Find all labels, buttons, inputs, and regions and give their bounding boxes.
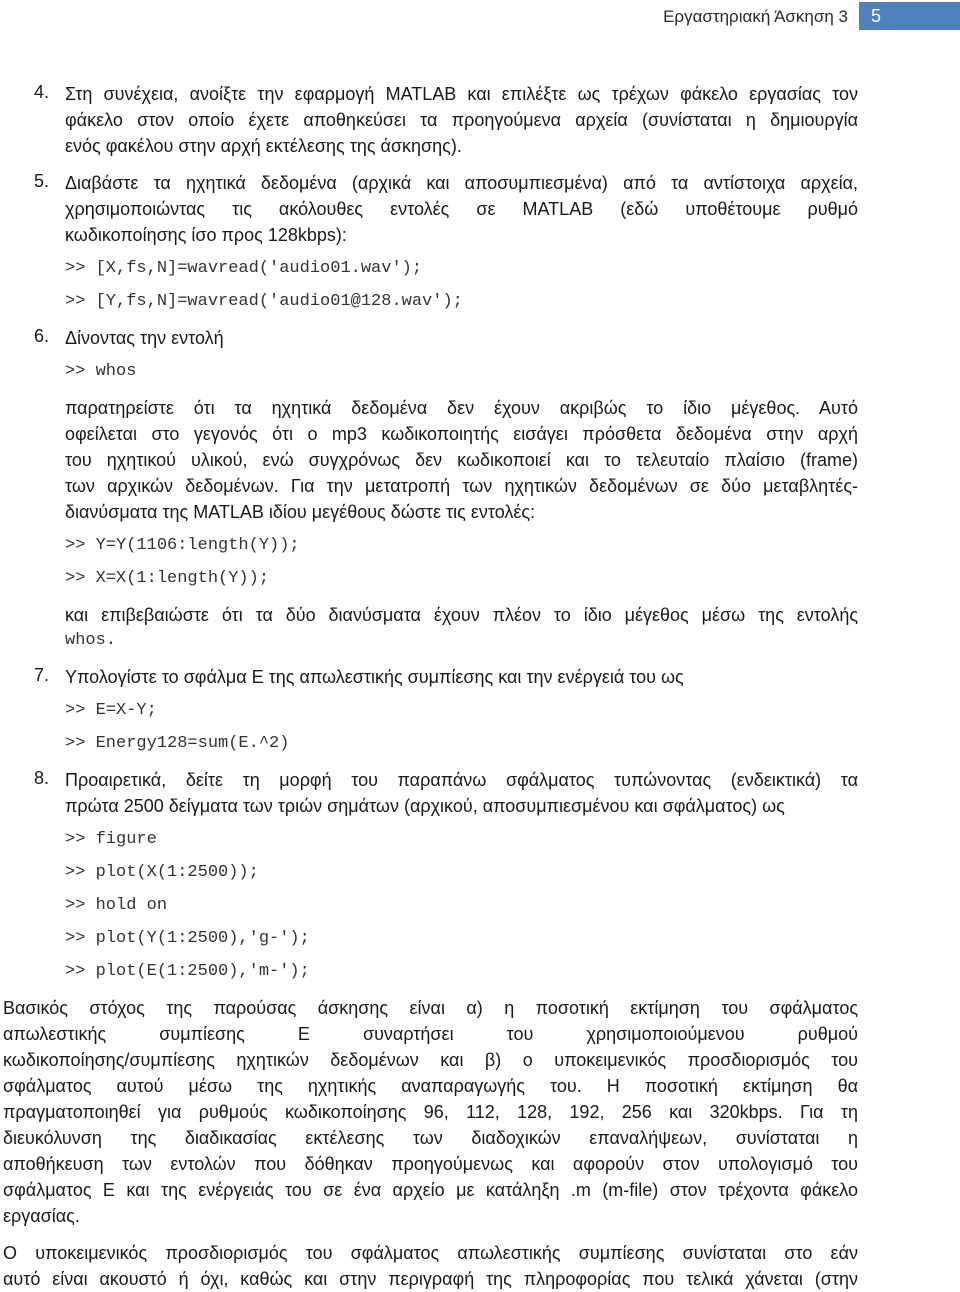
page-header [0, 0, 960, 34]
para-1-line-5: πραγματοποιηθεί για ρυθμούς κωδικοποίησης 96, 112, 128, 192, 256 και 320kbps. Για τη [3, 1102, 858, 1122]
item-8-line-2: πρώτα 2500 δείγματα των τριών σημάτων (αρχικού, αποσυμπιεσμένου και σφάλματος) ως [65, 796, 785, 816]
para-1-line-6: διευκόλυνση της διαδικασίας εκτέλεσης των διαδοχικών επαναλήψεων, συνίσταται η [3, 1128, 858, 1148]
item-6-line-1: παρατηρείστε ότι τα ηχητικά δεδομένα δεν έχουν ακριβώς το ίδιο μέγεθος. Αυτό [65, 398, 858, 418]
item-5-line-2: χρησιμοποιώντας τις ακόλουθες εντολές σε MATLAB (εδώ υποθέτουμε ρυθμό [65, 199, 858, 219]
item-7-number: 7. [34, 665, 50, 685]
code-line: >> hold on [65, 896, 168, 915]
item-5-line-1: Διαβάστε τα ηχητικά δεδομένα (αρχικά και αποσυμπιεσμένα) από τα αντίστοιχα αρχεία, [65, 173, 858, 193]
code-line: >> [X,fs,N]=wavread('audio01.wav'); [65, 259, 423, 278]
code-line: >> [Y,fs,N]=wavread('audio01@128.wav'); [65, 292, 463, 311]
code-line: >> figure [65, 830, 157, 849]
item-5-number: 5. [34, 171, 50, 191]
code-line: >> X=X(1:length(Y)); [65, 569, 270, 588]
code-line: >> whos [65, 362, 137, 381]
para-2-line-2: αυτό είναι ακουστό ή όχι, καθώς και στην περιγραφή της πληροφορίας που τελικά χάνεται (στην [3, 1269, 858, 1289]
item-6-line-2: οφείλεται στο γεγονός ότι ο mp3 κωδικοποιητής εισάγει πρόσθετα δεδομένα στην αρχή [65, 424, 858, 444]
page-number: 5 [859, 2, 960, 30]
item-6-line-5: διανύσματα της MATLAB ιδίου μεγέθους δώστε τις εντολές: [65, 502, 536, 522]
code-line: >> E=X-Y; [65, 701, 157, 720]
item-8-line-1: Προαιρετικά, δείτε τη μορφή του παραπάνω σφάλματος τυπώνοντας (ενδεικτικά) τα [65, 770, 858, 790]
code-line: >> plot(X(1:2500)); [65, 863, 259, 882]
header-title: Εργαστηριακή Άσκηση 3 [663, 7, 848, 26]
para-1-line-9: εργασίας. [3, 1206, 80, 1226]
para-1-line-3: κωδικοποίησης/συμπίεσης ηχητικών δεδομένων και β) ο υποκειμενικός προσδιορισμός του [3, 1050, 858, 1070]
item-6-line-3: του ηχητικού υλικού, ενώ συγχρόνως δεν κωδικοποιεί και το τελευταίο πλαίσιο (frame) [65, 450, 858, 470]
para-1-line-2: απωλεστικής συμπίεσης E συναρτήσει του χρησιμοποιούμενου ρυθμού [3, 1024, 858, 1044]
item-8-number: 8. [34, 768, 50, 788]
item-6-confirm-line: και επιβεβαιώστε ότι τα δύο διανύσματα έχουν πλέον το ίδιο μέγεθος μέσω της εντολής [65, 605, 858, 625]
para-2-line-1: Ο υποκειμενικός προσδιορισμός του σφάλματος απωλεστικής συμπίεσης συνίσταται στο εάν [3, 1243, 858, 1263]
item-5-line-3: κωδικοποίησης ίσο προς 128kbps): [65, 225, 347, 245]
item-6-confirm-code: whos. [65, 631, 117, 650]
code-line: >> Energy128=sum(E.^2) [65, 734, 290, 753]
code-line: >> Y=Y(1106:length(Y)); [65, 536, 300, 555]
para-1-line-4: σφάλματος αυτού μέσω της ηχητικής αναπαραγωγής του. Η ποσοτική εκτίμηση θα [3, 1076, 858, 1096]
item-6-title: Δίνοντας την εντολή [65, 328, 224, 348]
para-1-line-8: σφάλματος E και της ενέργειάς του σε ένα αρχείο με κατάληξη .m (m-file) στον τρέχοντα φάκελο [3, 1180, 858, 1200]
item-4-number: 4. [34, 82, 50, 102]
item-4-line-3: ενός φακέλου στην αρχή εκτέλεσης της άσκησης). [65, 136, 462, 156]
code-line: >> plot(Y(1:2500),'g-'); [65, 929, 310, 948]
para-1-line-7: αποθήκευση των εντολών που δόθηκαν προηγούμενως και αφορούν στον υπολογισμό του [3, 1154, 858, 1174]
item-6-line-4: των αρχικών δεδομένων. Για την μετατροπή των ηχητικών δεδομένων σε δύο μεταβλητές- [65, 476, 858, 496]
item-6-number: 6. [34, 326, 50, 346]
code-line: >> plot(E(1:2500),'m-'); [65, 962, 310, 981]
item-4-line-1: Στη συνέχεια, ανοίξτε την εφαρμογή MATLAB και επιλέξτε ως τρέχων φάκελο εργασίας τον [65, 84, 858, 104]
para-1-line-1: Βασικός στόχος της παρούσας άσκησης είναι α) η ποσοτική εκτίμηση του σφάλματος [3, 998, 858, 1018]
item-7-title: Υπολογίστε το σφάλμα E της απωλεστικής συμπίεσης και την ενέργειά του ως [65, 667, 684, 687]
item-4-line-2: φάκελο στον οποίο έχετε αποθηκεύσει τα προηγούμενα αρχεία (συνίσταται η δημιουργία [65, 110, 858, 130]
